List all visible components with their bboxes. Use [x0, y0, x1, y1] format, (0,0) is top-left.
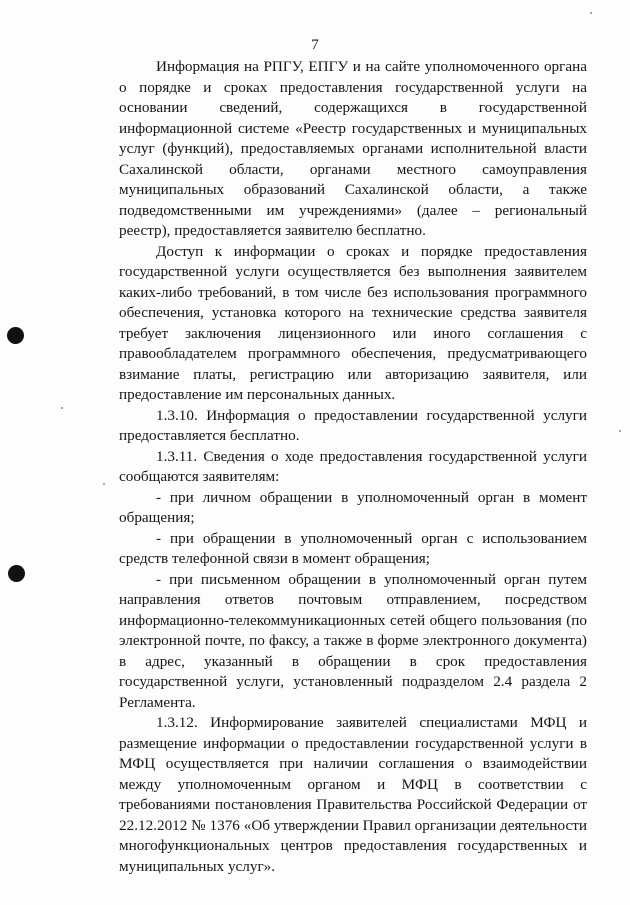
list-item-personal-visit: - при личном обращении в уполномоченный орган в момент обращения; — [119, 488, 587, 526]
paragraph-1-3-12: 1.3.12. Информирование заявителей специалистами МФЦ и размещение информации о предоставлении государственной услуги в МФЦ осуществляется при наличии соглашения о взаимодействии между уполномоченным органом и МФЦ в соответствии с требованиями постановления Правительства Российской Федерации от 22.12.2012 № 1376 «Об утверждении Правил организации деятельности многофункциональных центров предоставления государственных и муниципальных услуг». — [119, 714, 587, 875]
paragraph-info-availability: Информация на РПГУ, ЕПГУ и на сайте уполномоченного органа о порядке и сроках предоставления государственной услуги на основании сведений, содержащихся в государственной информационной системе «Реестр государственных и муниципальных услуг (функций), предоставляемых органами исполнительной власти Сахалинской области, органами местного самоуправления муниципальных образований Сахалинской области, а также подведомственными им учреждениями» (далее – региональный реестр), предоставляется заявителю бесплатно. — [119, 58, 587, 239]
document-body — [119, 57, 587, 877]
list-item-phone-request: - при обращении в уполномоченный орган с использованием средств телефонной связи в момент обращения; — [119, 529, 587, 567]
paragraph-1-3-10: 1.3.10. Информация о предоставлении государственной услуги предоставляется бесплатно. — [119, 406, 587, 444]
scan-speck — [103, 483, 105, 485]
scan-speck — [619, 430, 621, 432]
list-item-written-request: - при письменном обращении в уполномоченный орган путем направления ответов почтовым отправлением, посредством информационно-телекоммуникационных сетей общего пользования (по электронной почте, по факсу, а также в форме электронного документа) в адрес, указанный в обращении в срок предоставления государственной услуги, установленный подразделом 2.4 раздела 2 Регламента. — [119, 570, 587, 711]
punch-hole-icon — [7, 327, 24, 344]
paragraph-1-3-11: 1.3.11. Сведения о ходе предоставления государственной услуги сообщаются заявителям: — [119, 447, 587, 485]
scan-speck — [61, 407, 63, 409]
page-number: 7 — [311, 37, 319, 53]
punch-hole-icon — [8, 565, 25, 582]
paragraph-access-conditions: Доступ к информации о сроках и порядке предоставления государственной услуги осуществляется без выполнения заявителем каких-либо требований, в том числе без использования программного обеспечения, установка которого на технические средства заявителя требует заключения лицензионного или иного соглашения с правообладателем программного обеспечения, предусматривающего взимание платы, регистрацию или авторизацию заявителя, или предоставление им персональных данных. — [119, 242, 587, 403]
scan-speck — [590, 12, 592, 14]
